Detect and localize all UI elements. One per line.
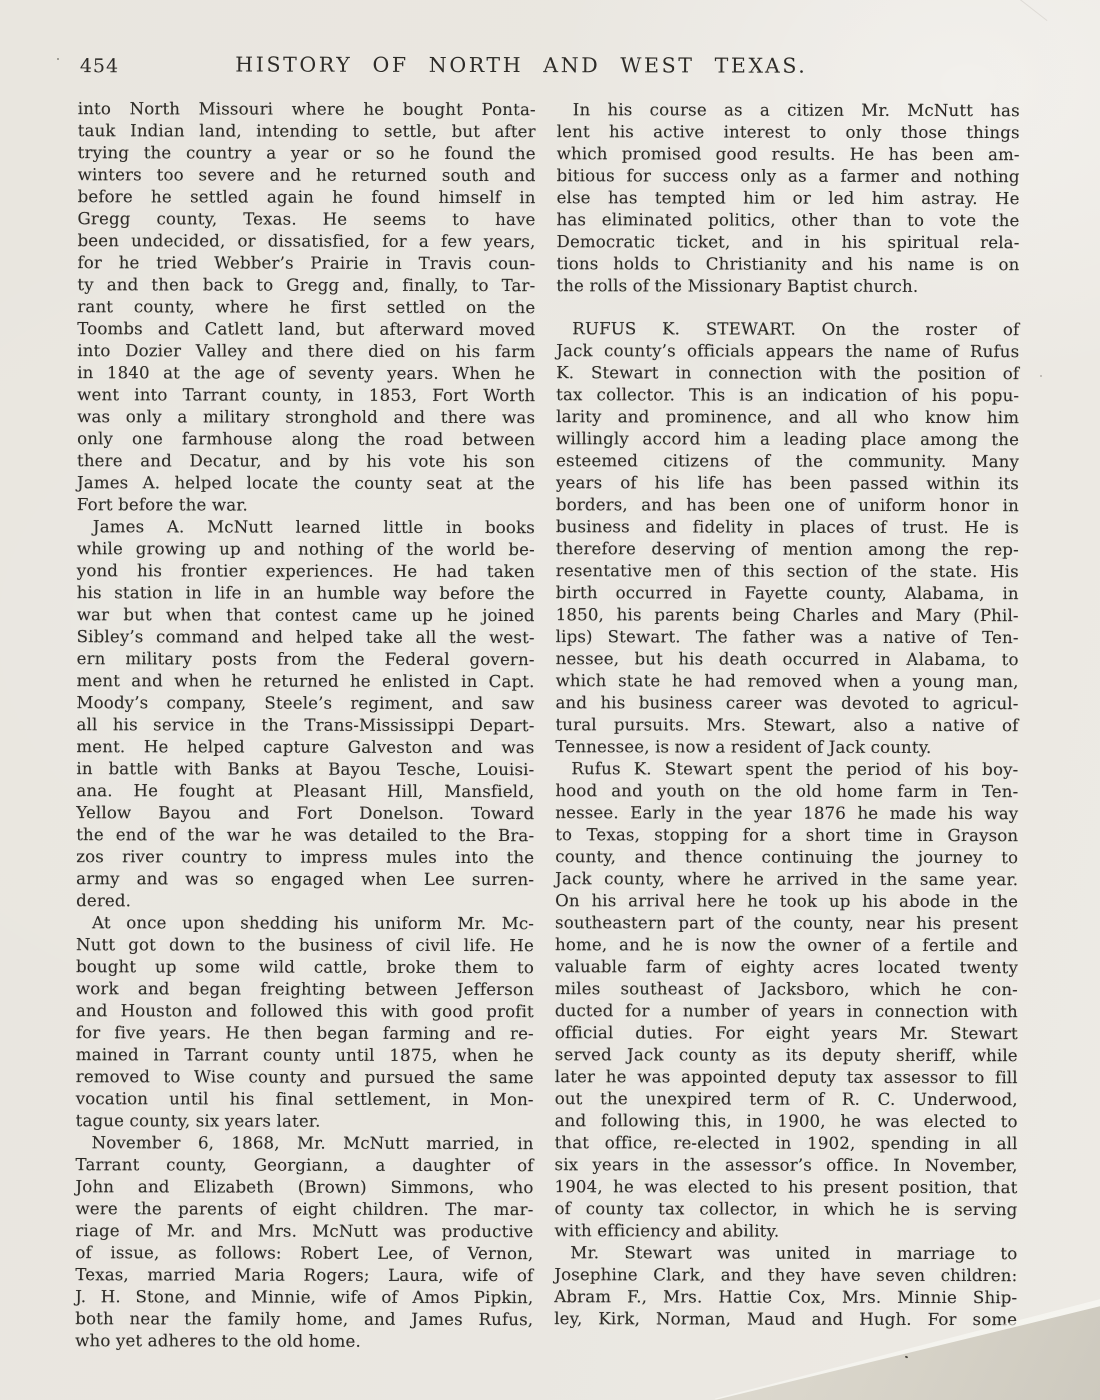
text-line: miles southeast of Jacksboro, which he con- xyxy=(554,979,1018,1000)
scan-speck xyxy=(1040,375,1042,377)
text-line: home, and he is now the owner of a fertile and xyxy=(555,935,1019,956)
text-line: went into Tarrant county, in 1853, Fort Worth xyxy=(77,385,536,406)
text-line: out the unexpired term of R. C. Underwood, xyxy=(554,1089,1018,1110)
text-line: borders, and has been one of uniform honor in xyxy=(555,495,1019,516)
text-line: Nutt got down to the business of civil life. He xyxy=(76,935,535,956)
text-line: Rufus K. Stewart spent the period of his boy- xyxy=(571,759,1019,780)
text-line: Josephine Clark, and they have seven children: xyxy=(554,1265,1018,1286)
paragraph xyxy=(556,99,1019,298)
text-line: been undecided, or dissatisfied, for a few years, xyxy=(77,231,536,252)
text-line: Jack county’s officials appears the name of Rufus xyxy=(556,341,1020,362)
text-line: therefore deserving of mention among the rep- xyxy=(555,539,1019,560)
text-line: all his service in the Trans-Mississippi Depart- xyxy=(76,715,535,736)
text-line: Gregg county, Texas. He seems to have xyxy=(77,209,536,230)
text-line: with efficiency and ability. xyxy=(554,1221,780,1241)
text-line: county, and thence continuing the journey to xyxy=(555,847,1019,868)
text-line: tions holds to Christianity and his name is on xyxy=(556,254,1020,275)
page-title: HISTORY OF NORTH AND WEST TEXAS. xyxy=(235,52,808,78)
paragraph xyxy=(75,1132,533,1353)
text-line: business and fidelity in places of trust. He is xyxy=(555,517,1019,538)
text-line: ment. He helped capture Galveston and was xyxy=(76,737,535,758)
text-line: tauk Indian land, intending to settle, but after xyxy=(77,121,536,142)
text-line: lips) Stewart. The father was a native of Ten- xyxy=(555,627,1019,648)
text-line: both near the family home, and James Rufus, xyxy=(75,1309,534,1330)
text-line: ana. He fought at Pleasant Hill, Mansfield, xyxy=(76,781,535,802)
text-line: nessee. Early in the year 1876 he made his way xyxy=(555,803,1019,824)
paragraph xyxy=(76,912,534,1133)
text-line: for five years. He then began farming and re- xyxy=(75,1023,534,1044)
text-line: tague county, six years later. xyxy=(75,1111,321,1131)
text-line: larity and prominence, and all who know him xyxy=(556,407,1020,428)
text-line: only one farmhouse along the road between xyxy=(77,429,536,450)
text-line: rant county, where he first settled on the xyxy=(77,297,536,318)
text-line: yond his frontier experiences. He had taken xyxy=(76,561,535,582)
text-line: trying the country a year or so he found the xyxy=(77,143,536,164)
text-line: vocation until his final settlement, in Mon- xyxy=(75,1089,534,1110)
text-line: John and Elizabeth (Brown) Simmons, who xyxy=(75,1177,534,1198)
text-line: into Dozier Valley and there died on his farm xyxy=(77,341,536,362)
text-line: else has tempted him or led him astray. He xyxy=(556,188,1020,209)
text-line: of county tax collector, in which he is serving xyxy=(554,1199,1018,1220)
text-line: into North Missouri where he bought Ponta- xyxy=(77,99,536,120)
text-line: James A. McNutt learned little in books xyxy=(92,517,535,538)
text-line: removed to Wise county and pursued the same xyxy=(75,1067,534,1088)
text-line: army and was so engaged when Lee surren- xyxy=(76,869,535,890)
text-line: On his arrival here he took up his abode in the xyxy=(555,891,1019,912)
text-line: served Jack county as its deputy sheriff, while xyxy=(554,1045,1018,1066)
text-line: James A. helped locate the county seat at the xyxy=(76,473,536,494)
text-line: lent his active interest to only those things xyxy=(556,122,1020,143)
text-line: the end of the war he was detailed to the Bra- xyxy=(76,825,535,846)
text-line: which promised good results. He has been am- xyxy=(556,144,1020,165)
text-line: was only a military stronghold and there was xyxy=(77,407,536,428)
text-line: mained in Tarrant county until 1875, when he xyxy=(75,1045,534,1066)
text-line: J. H. Stone, and Minnie, wife of Amos Pipkin, xyxy=(75,1287,534,1308)
text-line: which state he had removed when a young man, xyxy=(555,671,1019,692)
text-line: dered. xyxy=(76,891,132,911)
text-line: bought up some wild cattle, broke them to xyxy=(75,957,534,978)
text-line: Jack county, where he arrived in the same year. xyxy=(555,869,1019,890)
text-line: Yellow Bayou and Fort Donelson. Toward xyxy=(76,803,535,824)
text-line: ment and when he returned he enlisted in Capt. xyxy=(76,671,535,692)
text-line: RUFUS K. STEWART. On the roster of xyxy=(572,319,1020,340)
text-line: in battle with Banks at Bayou Tesche, Louisi- xyxy=(76,759,535,780)
text-line: Abram F., Mrs. Hattie Cox, Mrs. Minnie Ship- xyxy=(554,1287,1018,1308)
text-line: to Texas, stopping for a short time in Grayson xyxy=(555,825,1019,846)
text-line: ley, Kirk, Norman, Maud and Hugh. For some xyxy=(554,1309,1018,1330)
text-line: Sibley’s command and helped take all the west- xyxy=(76,627,535,648)
text-line: the rolls of the Missionary Baptist church. xyxy=(556,276,919,296)
text-line: valuable farm of eighty acres located twenty xyxy=(554,957,1018,978)
text-line: southeastern part of the county, near his present xyxy=(555,913,1019,934)
paragraph xyxy=(554,758,1018,1243)
text-line: were the parents of eight children. The mar- xyxy=(75,1199,534,1220)
text-line: ducted for a number of years in connection with xyxy=(554,1001,1018,1022)
text-line: Texas, married Maria Rogers; Laura, wife of xyxy=(75,1265,534,1286)
text-line: war but when that contest came up he joined xyxy=(76,605,535,626)
text-line: Fort before the war. xyxy=(76,495,248,515)
text-line: his station in life in an humble way before the xyxy=(76,583,535,604)
text-line: work and began freighting between Jefferson xyxy=(75,979,534,1000)
text-line: in 1840 at the age of seventy years. When he xyxy=(77,363,536,384)
text-line: tax collector. This is an indication of his popu- xyxy=(556,385,1020,406)
text-line: who yet adheres to the old home. xyxy=(75,1331,361,1351)
text-line: resentative men of this section of the state. His xyxy=(555,561,1019,582)
text-line: six years in the assessor’s office. In November, xyxy=(554,1155,1018,1176)
text-line: 1850, his parents being Charles and Mary (Phil- xyxy=(555,605,1019,626)
text-line: 1904, he was elected to his present position, that xyxy=(554,1177,1018,1198)
text-line: riage of Mr. and Mrs. McNutt was productive xyxy=(75,1221,534,1242)
text-line: birth occurred in Fayette county, Alabama, in xyxy=(555,583,1019,604)
text-line: that office, re-elected in 1902, spending in all xyxy=(554,1133,1018,1154)
text-line: there and Decatur, and by his vote his son xyxy=(77,451,536,472)
text-line: and following this, in 1900, he was elected to xyxy=(554,1111,1018,1132)
right-column xyxy=(554,99,1020,1331)
text-line: ern military posts from the Federal govern- xyxy=(76,649,535,670)
paragraph xyxy=(76,516,535,913)
text-line: of issue, as follows: Robert Lee, of Vernon, xyxy=(75,1243,534,1264)
text-line: later he was appointed deputy tax assessor to fill xyxy=(554,1067,1018,1088)
text-line: has eliminated politics, other than to vote the xyxy=(556,210,1020,231)
page-number: 454 xyxy=(79,55,120,78)
text-line: esteemed citizens of the community. Many xyxy=(556,451,1020,472)
text-line: Democratic ticket, and in his spiritual rela- xyxy=(556,232,1020,253)
paragraph xyxy=(77,98,536,517)
text-line: ty and then back to Gregg and, finally, to Tar- xyxy=(77,275,536,296)
text-line: and Houston and followed this with good profit xyxy=(75,1001,534,1022)
text-line: K. Stewart in connection with the position of xyxy=(556,363,1020,384)
text-line: Tarrant county, Georgiann, a daughter of xyxy=(75,1155,534,1176)
text-line: winters too severe and he returned south and xyxy=(77,165,536,186)
text-line: hood and youth on the old home farm in Ten- xyxy=(555,781,1019,802)
text-line: At once upon shedding his uniform Mr. Mc- xyxy=(92,913,535,934)
text-line: official duties. For eight years Mr. Stewart xyxy=(554,1023,1018,1044)
paragraph xyxy=(554,1242,1017,1331)
text-line: bitious for success only as a farmer and nothing xyxy=(556,166,1020,187)
paragraph xyxy=(555,318,1019,759)
text-line: zos river country to impress mules into the xyxy=(76,847,535,868)
text-line: In his course as a citizen Mr. McNutt has xyxy=(572,100,1020,121)
text-line: before he settled again he found himself in xyxy=(77,187,536,208)
left-column xyxy=(75,98,536,1353)
text-line: Moody’s company, Steele’s regiment, and saw xyxy=(76,693,535,714)
scan-speck xyxy=(57,58,59,60)
page-header xyxy=(78,52,1020,84)
text-line: while growing up and nothing of the world be- xyxy=(76,539,535,560)
text-line: and his business career was devoted to agricul- xyxy=(555,693,1019,714)
text-line: tural pursuits. Mrs. Stewart, also a native of xyxy=(555,715,1019,736)
paper-crease xyxy=(1011,0,1048,21)
text-line: for he tried Webber’s Prairie in Travis coun- xyxy=(77,253,536,274)
text-line: Toombs and Catlett land, but afterward moved xyxy=(77,319,536,340)
text-line: willingly accord him a leading place among the xyxy=(556,429,1020,450)
text-line: nessee, but his death occurred in Alabama, to xyxy=(555,649,1019,670)
text-line: Tennessee, is now a resident of Jack county. xyxy=(555,737,932,757)
text-line: years of his life has been passed within its xyxy=(555,473,1020,494)
text-line: November 6, 1868, Mr. McNutt married, in xyxy=(91,1133,534,1154)
text-line: Mr. Stewart was united in marriage to xyxy=(570,1243,1018,1264)
